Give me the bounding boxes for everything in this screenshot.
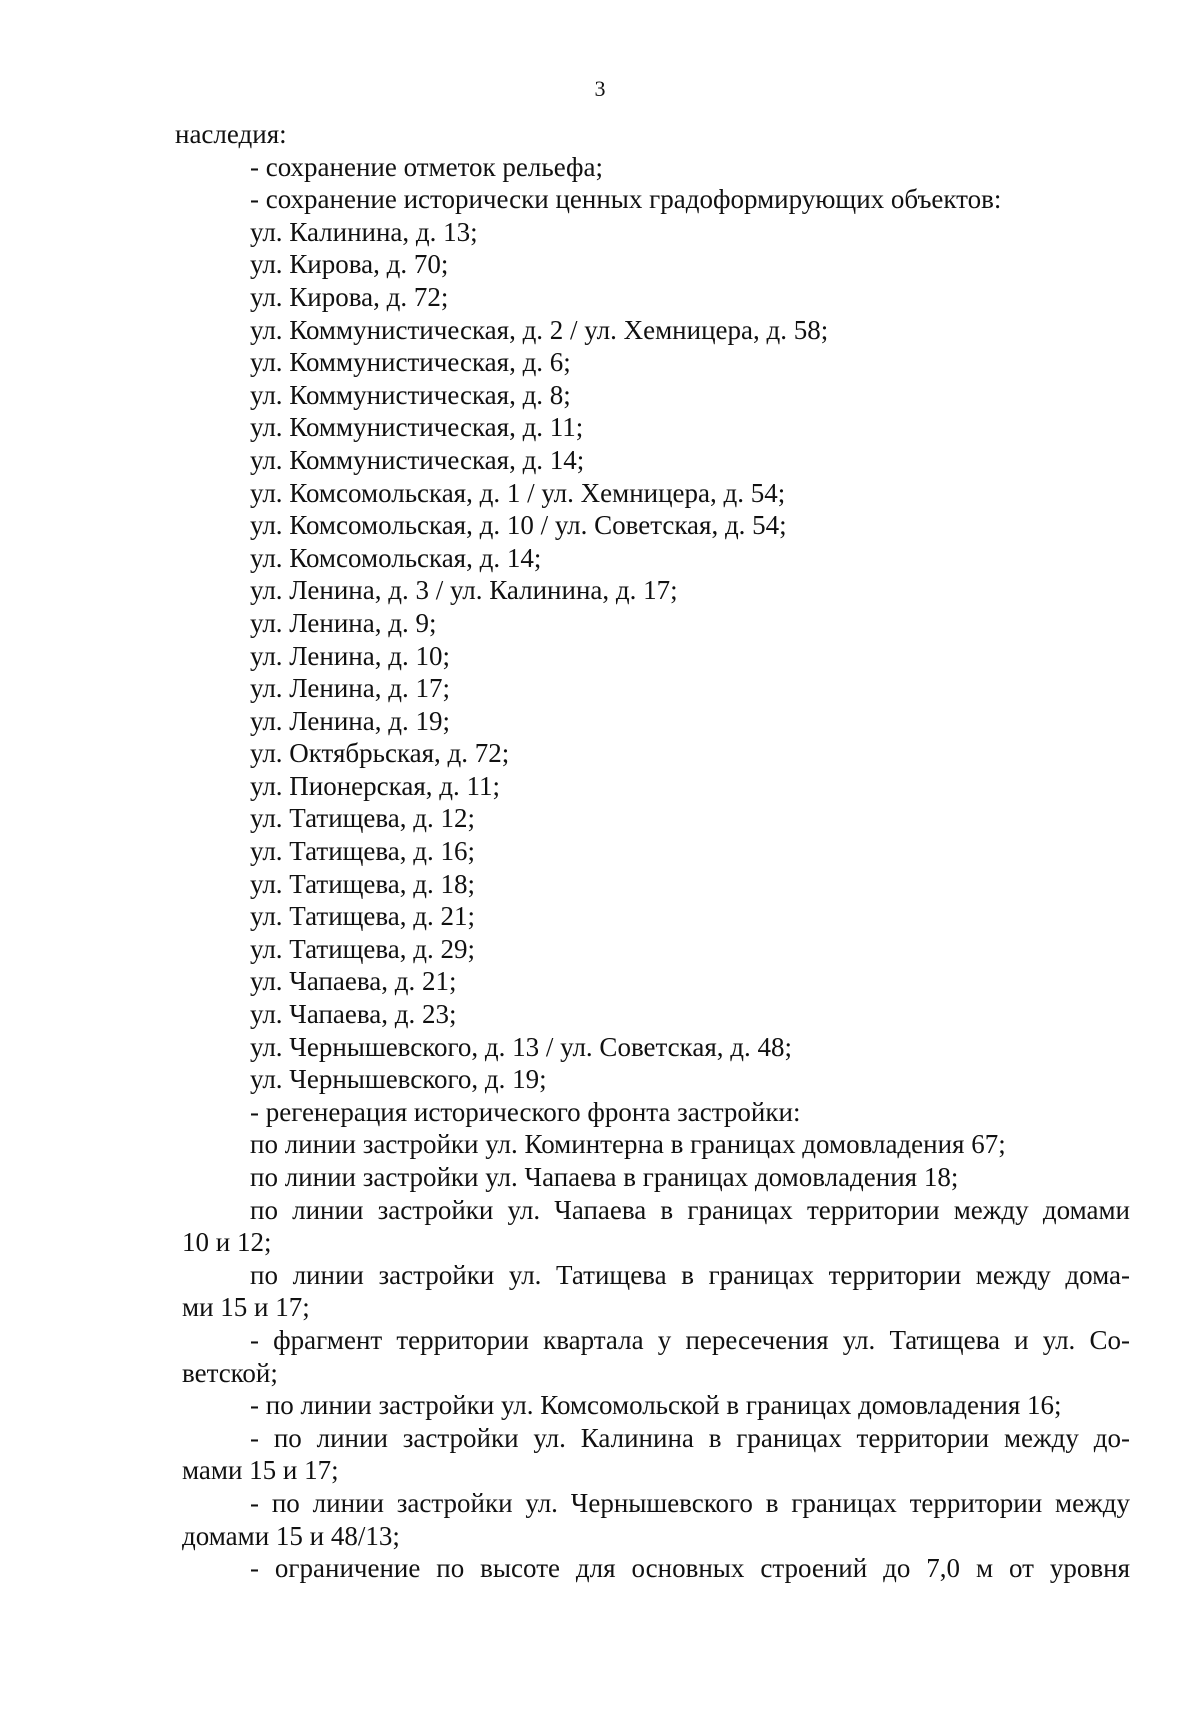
address-item: ул. Татищева, д. 12; bbox=[250, 803, 476, 834]
address-item: ул. Коммунистическая, д. 11; bbox=[250, 412, 584, 443]
page-number: 3 bbox=[594, 76, 606, 101]
address-item: ул. Татищева, д. 18; bbox=[250, 868, 476, 899]
address-item: ул. Татищева, д. 21; bbox=[250, 901, 476, 932]
address-item: ул. Коммунистическая, д. 6; bbox=[250, 347, 571, 378]
address-item: ул. Пионерская, д. 11; bbox=[250, 770, 501, 801]
address-item: ул. Ленина, д. 3 / ул. Калинина, д. 17; bbox=[250, 575, 678, 606]
list-item: - по линии застройки ул. Калинина в границах территории между до- bbox=[250, 1422, 1130, 1453]
list-item: - ограничение по высоте для основных строений до 7,0 м от уровня bbox=[250, 1553, 1130, 1584]
address-item: ул. Ленина, д. 17; bbox=[250, 673, 450, 704]
list-item-continuation: домами 15 и 48/13; bbox=[182, 1520, 400, 1551]
list-item: - сохранение исторически ценных градоформирующих объектов: bbox=[250, 184, 1002, 215]
list-item: по линии застройки ул. Коминтерна в границах домовладения 67; bbox=[250, 1129, 1006, 1160]
list-item-continuation: мами 15 и 17; bbox=[182, 1455, 339, 1486]
address-item: ул. Кирова, д. 72; bbox=[250, 281, 449, 312]
address-item: ул. Октябрьская, д. 72; bbox=[250, 738, 510, 769]
address-item: ул. Коммунистическая, д. 2 / ул. Хемницера, д. 58; bbox=[250, 314, 829, 345]
list-item-continuation: ветской; bbox=[182, 1357, 278, 1388]
address-item: ул. Коммунистическая, д. 8; bbox=[250, 379, 571, 410]
address-item: ул. Татищева, д. 16; bbox=[250, 836, 476, 867]
list-item: - по линии застройки ул. Чернышевского в границах территории между bbox=[250, 1487, 1130, 1518]
address-item: ул. Чернышевского, д. 13 / ул. Советская, д. 48; bbox=[250, 1031, 792, 1062]
list-item: по линии застройки ул. Чапаева в границах домовладения 18; bbox=[250, 1162, 959, 1192]
document-body bbox=[0, 118, 1200, 1585]
address-item: ул. Чапаева, д. 21; bbox=[250, 966, 457, 997]
address-item: ул. Комсомольская, д. 10 / ул. Советская, д. 54; bbox=[250, 510, 787, 541]
list-item: - фрагмент территории квартала у пересечения ул. Татищева и ул. Со- bbox=[250, 1324, 1130, 1355]
address-item: ул. Ленина, д. 19; bbox=[250, 705, 450, 736]
address-item: ул. Коммунистическая, д. 14; bbox=[250, 444, 585, 475]
list-item-continuation: 10 и 12; bbox=[182, 1227, 272, 1258]
text-line: наследия: bbox=[175, 119, 287, 149]
address-item: ул. Ленина, д. 9; bbox=[250, 607, 437, 638]
address-item: ул. Калинина, д. 13; bbox=[250, 216, 478, 247]
list-item: - сохранение отметок рельефа; bbox=[250, 151, 603, 182]
list-item-continuation: ми 15 и 17; bbox=[182, 1292, 310, 1323]
address-item: ул. Чапаева, д. 23; bbox=[250, 999, 457, 1030]
address-item: ул. Комсомольская, д. 1 / ул. Хемницера, д. 54; bbox=[250, 477, 786, 508]
address-item: ул. Кирова, д. 70; bbox=[250, 249, 449, 280]
list-item: - по линии застройки ул. Комсомольской в границах домовладения 16; bbox=[250, 1390, 1062, 1421]
address-item: ул. Ленина, д. 10; bbox=[250, 640, 450, 671]
list-item: по линии застройки ул. Татищева в границах территории между дома- bbox=[250, 1259, 1130, 1290]
address-item: ул. Комсомольская, д. 14; bbox=[250, 542, 542, 573]
list-item: по линии застройки ул. Чапаева в границах территории между домами bbox=[250, 1194, 1130, 1225]
address-item: ул. Татищева, д. 29; bbox=[250, 933, 476, 964]
list-item: - регенерация исторического фронта застройки: bbox=[250, 1096, 801, 1127]
address-item: ул. Чернышевского, д. 19; bbox=[250, 1064, 547, 1095]
